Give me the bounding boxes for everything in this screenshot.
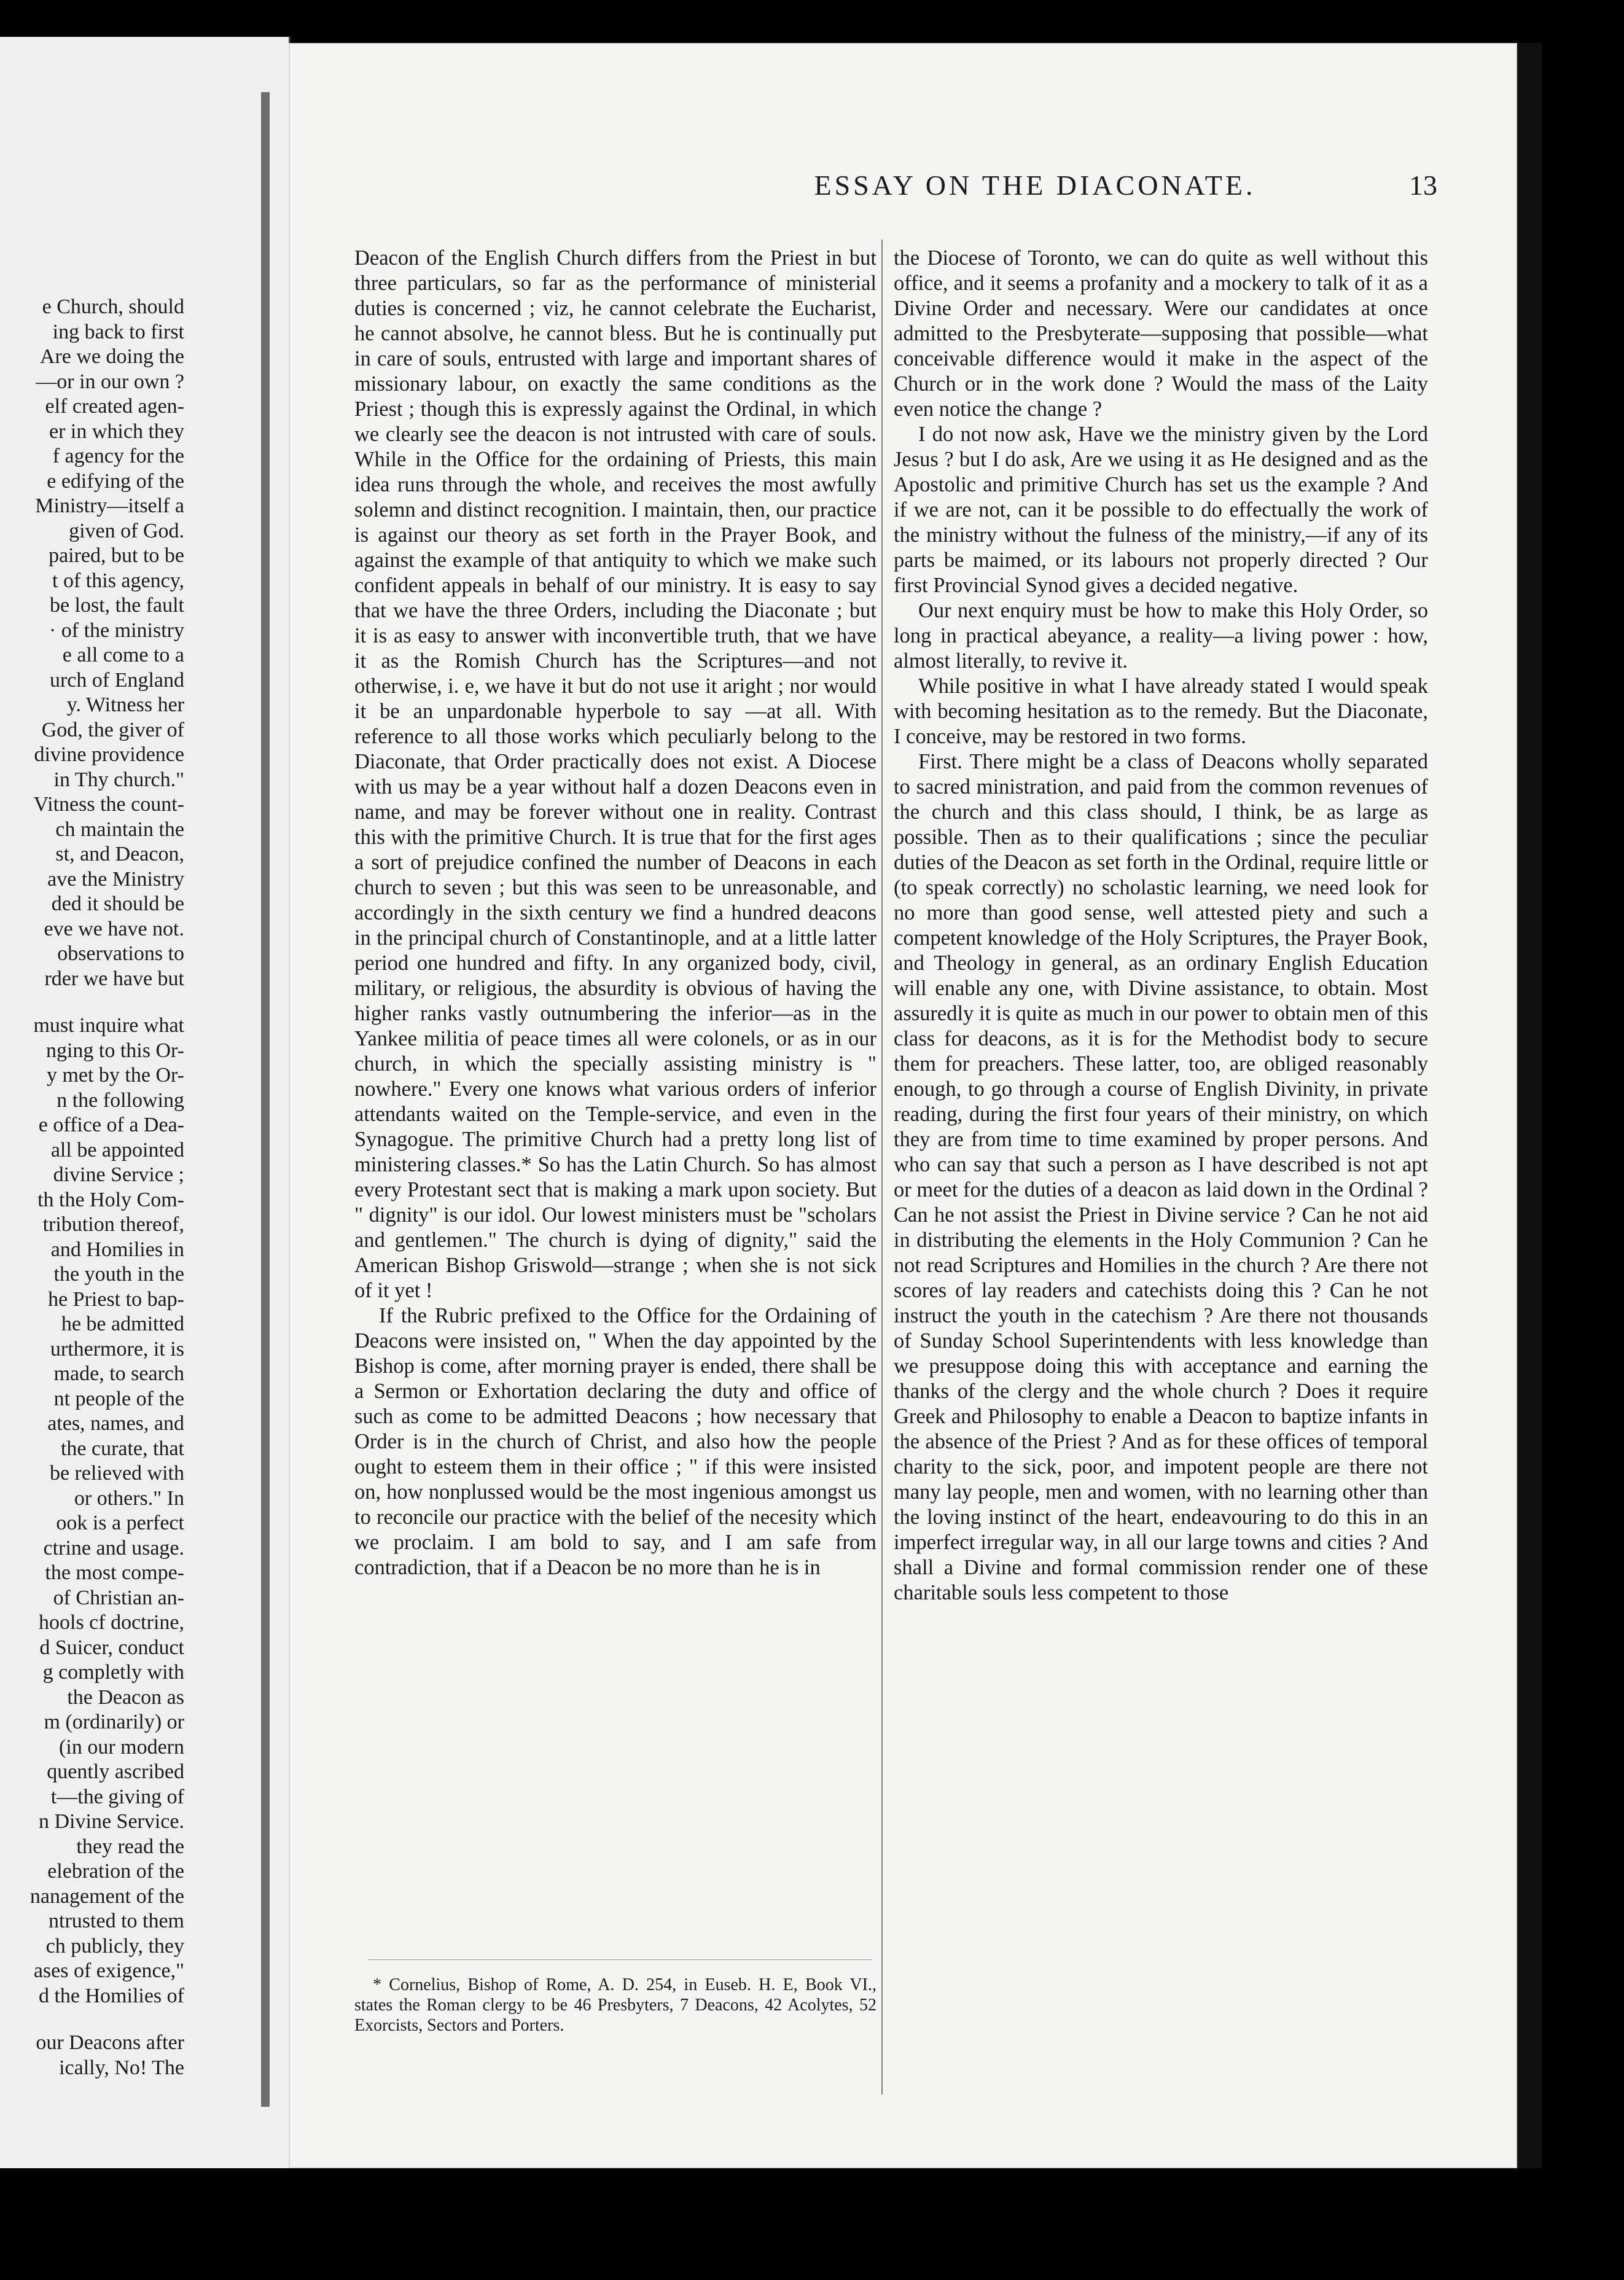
facing-page-line: all be appointed xyxy=(50,1138,184,1161)
facing-page-line: tribution thereof, xyxy=(42,1213,184,1236)
facing-page-line: be lost, the fault xyxy=(49,594,184,617)
facing-page-line: eve we have not. xyxy=(44,917,184,940)
paragraph: First. There might be a class of Deacons wholly separated to sacred ministration, and paid from the common revenues of the church and this class should, I think, be as large as possible. Then as to their qualifications ; since the peculiar duties of the Deacon as set forth in the Ordinal, require little or (to speak correctly) no scholastic learning, we need look for no more than good sense, well attested piety and such a competent knowledge of the Holy Scriptures, the Prayer Book, and Theology in general, as an ordinary English Education will enable any one, with Divine assistance, to obtain. Most assuredly it is quite as much in our power to obtain men of this class for deacons, as it is for the Methodist body to secure them for preachers. These latter, too, are obliged reasonably enough, to go through a course of English Divinity, in private reading, during the first four years of their ministry, on which they are from time to time examined by proper persons. And who can say that such a person as I have described is not apt or meet for the duties of a deacon as laid down in the Ordinal ? Can he not assist the Priest in Divine service ? Can he not aid in distributing the elements in the Holy Communion ? Can he not read Scriptures and Homilies in the church ? Are there not scores of lay readers and catechists doing this ? Can he not instruct the youth in the catechism ? Are there not thousands of Sunday School Superintendents with less knowledge than we presuppose doing this with acceptance and earning the thanks of the clergy and the whole church ? Does it require Greek and Philosophy to enable a Deacon to baptize infants in the absence of the Priest ? And as for these offices of temporal charity to the sick, poor, and impotent people are there not many lay people, men and women, with no learning other than the loving instinct of the heart, endeavouring to do this in an imperfect irregular way, in all our large towns and cities ? And shall a Divine and formal commission render one of these charitable souls less competent to those xyxy=(894,750,1428,1604)
paragraph: Our next enquiry must be how to make this Holy Order, so long in practical abeyance, a reality—a living power : how, almost literally, to revive it. xyxy=(894,599,1428,673)
facing-page-line: ases of exigence," xyxy=(33,1959,184,1982)
facing-page-line xyxy=(6,2009,184,2031)
facing-page-text xyxy=(6,295,184,2080)
paragraph: I do not now ask, Have we the ministry given by the Lord Jesus ? but I do ask, Are we using it as He designed and as the Apostolic and primitive Church has set us the example ? And if we are not, can it be possible to do effectually the work of the ministry without the fulness of the ministry,—if any of its parts be maimed, or its labours not properly directed ? Our first Provincial Synod gives a decided negative. xyxy=(894,423,1428,597)
facing-page-line: and Homilies in xyxy=(50,1238,184,1261)
facing-page-line: d Suicer, conduct xyxy=(39,1636,184,1659)
facing-page-line: e Church, should xyxy=(42,295,184,318)
facing-page-fragment xyxy=(0,37,291,2168)
facing-page-line: ch maintain the xyxy=(55,818,184,841)
facing-page-line: n the following xyxy=(57,1088,184,1112)
page-number: 13 xyxy=(1409,170,1437,201)
facing-page-line: ded it should be xyxy=(51,892,184,915)
facing-page-line: th the Holy Com- xyxy=(37,1188,184,1211)
facing-page-line: rder we have but xyxy=(44,967,184,990)
facing-page-line: he be admitted xyxy=(61,1313,184,1335)
facing-page-line: be relieved with xyxy=(49,1462,184,1485)
facing-page-line: or others." In xyxy=(74,1486,184,1510)
facing-page-line: quently ascribed xyxy=(47,1760,184,1783)
facing-page-line: God, the giver of xyxy=(41,718,184,741)
facing-page-line: · of the ministry xyxy=(49,619,184,642)
facing-page-line: (in our modern xyxy=(59,1735,184,1759)
scan-border xyxy=(1517,43,1542,2168)
facing-page-line: our Deacons after xyxy=(36,2031,184,2054)
facing-page-line: Are we doing the xyxy=(39,345,184,368)
facing-page-line: t—the giving of xyxy=(50,1785,184,1808)
facing-page-line: m (ordinarily) or xyxy=(44,1711,184,1733)
facing-page-line xyxy=(6,991,184,1013)
facing-page-line: hools cf doctrine, xyxy=(39,1611,184,1634)
facing-page-line: ook is a perfect xyxy=(56,1512,184,1534)
paragraph: If the Rubric prefixed to the Office for the Ordaining of Deacons were insisted on, " When the day appointed by the Bishop is come, after morning prayer is ended, there shall be a Sermon or Exhortation declaring the duty and office of such as come to be admitted Deacons ; how necessary that Order is in the church of Christ, and also how the people ought to esteem them in their office ; " if this were insisted on, how nonplussed would be the most ingenious amongst us to reconcile our practice with the belief of the necesity which we proclaim. I am bold to say, and I am safe from contradiction, that if a Deacon be no more than he is in xyxy=(354,1304,876,1579)
facing-page-line: made, to search xyxy=(53,1362,184,1385)
facing-page-line: g completly with xyxy=(42,1661,184,1684)
facing-page-line: er in which they xyxy=(49,420,184,443)
running-title: ESSAY ON THE DIACONATE. xyxy=(814,170,1256,201)
facing-page-line: ing back to first xyxy=(52,320,184,343)
facing-page-line: the Deacon as xyxy=(67,1685,184,1709)
facing-page-line: ntrusted to them xyxy=(49,1910,184,1932)
facing-page-line: urthermore, it is xyxy=(50,1337,184,1361)
facing-page-line: Ministry—itself a xyxy=(35,494,184,517)
facing-page-line: y met by the Or- xyxy=(46,1064,184,1087)
footnote-text: * Cornelius, Bishop of Rome, A. D. 254, in Euseb. H. E, Book VI., states the Roman clergy to be 46 Presbyters, 7 Deacons, 42 Acolytes, 52 Exorcists, Sectors and Porters. xyxy=(354,1975,876,2035)
facing-page-line: Vitness the count- xyxy=(33,793,184,816)
facing-page-line: ically, No! The xyxy=(59,2056,184,2079)
facing-page-line: nt people of the xyxy=(53,1387,184,1410)
facing-page-line: ch publicly, they xyxy=(45,1934,184,1958)
facing-page-line: divine Service ; xyxy=(53,1163,184,1186)
facing-page-line: t of this agency, xyxy=(52,569,184,592)
facing-page-line: —or in our own ? xyxy=(36,370,184,393)
facing-page-line: e all come to a xyxy=(62,644,184,666)
facing-page-line: e office of a Dea- xyxy=(38,1114,184,1136)
facing-page-line: f agency for the xyxy=(52,445,184,467)
facing-page-line: observations to xyxy=(57,942,184,965)
facing-page-line: urch of England xyxy=(49,668,184,692)
facing-page-line: paired, but to be xyxy=(49,544,184,567)
paragraph: the Diocese of Toronto, we can do quite as well without this office, and it seems a profanity and a mockery to talk of it as a Divine Order and necessary. Were our candidates at once admitted to the Presbyterate—supposing that possible—what conceivable difference would it make in the aspect of the Church or in the work done ? Would the mass of the Laity even notice the change ? xyxy=(894,246,1428,421)
facing-page-line: in Thy church." xyxy=(53,768,184,791)
footnote xyxy=(354,1975,876,2036)
facing-page-line: ctrine and usage. xyxy=(43,1536,184,1560)
page-13 xyxy=(289,43,1517,2168)
facing-page-line: elf created agen- xyxy=(45,395,184,418)
facing-page-line: y. Witness her xyxy=(66,693,184,716)
facing-page-line: given of God. xyxy=(69,519,184,542)
left-column xyxy=(354,246,876,1580)
footnote-rule xyxy=(369,1959,872,1960)
facing-page-line: the curate, that xyxy=(60,1437,184,1460)
facing-page-line: ates, names, and xyxy=(47,1412,184,1435)
facing-page-line: the most compe- xyxy=(45,1561,184,1584)
facing-page-line: e edifying of the xyxy=(47,469,184,493)
facing-page-line: divine providence xyxy=(34,743,184,766)
facing-page-line: st, and Deacon, xyxy=(55,843,184,865)
facing-page-line: ave the Ministry xyxy=(47,867,184,891)
column-divider xyxy=(881,240,883,2095)
facing-page-line: of Christian an- xyxy=(53,1586,184,1609)
right-column xyxy=(894,246,1428,1606)
facing-page-line: he Priest to bap- xyxy=(48,1287,184,1311)
facing-page-line: n Divine Service. xyxy=(39,1810,184,1833)
paragraph: Deacon of the English Church differs from the Priest in but three particulars, so far as the performance of ministerial duties is concerned ; viz, he cannot celebrate the Eucharist, he cannot absolve, he cannot bless. But he is continually put in care of souls, entrusted with large and important shares of missionary labour, on exactly the same conditions as the Priest ; though this is expressly against the Ordinal, in which we clearly see the deacon is not intrusted with care of souls. While in the Office for the ordaining of Priests, this main idea runs through the whole, and receives the most awfully solemn and distinct recognition. I maintain, then, our practice is against our theory as set forth in the Prayer Book, and against the example of that antiquity to which we make such confident appeals in behalf of our ministry. It is easy to say that we have the three Orders, including the Diaconate ; but it is as easy to answer with inconvertible truth, that we have it as the Romish Church has the Scriptures—and not otherwise, i. e, we have it but do not use it aright ; nor would it be an unpardonable hyperbole to say —at all. With reference to all those works which peculiarly belong to the Diaconate, that Order practically does not exist. A Diocese with us may be a year without half a dozen Deacons even in name, and may be forever without one in reality. Contrast this with the primitive Church. It is true that for the first ages a sort of prejudice confined the number of Deacons in each church to seven ; but this was seen to be unreasonable, and accordingly in the sixth century we find a hundred deacons in the principal church of Constantinople, and at a little latter period one hundred and fifty. In any organized body, civil, military, or religious, the absurdity is obvious of having the higher ranks vastly outnumbering the inferior—as in the Yankee militia of peace times all were colonels, or as in our church, in which the specially assisting ministry is " nowhere." Every one knows what various orders of inferior attendants waited on the Temple-service, and even in the Synagogue. The primitive Church had a pretty long list of ministering classes.* So has the Latin Church. So has almost every Protestant sect that is making a mark upon society. But " dignity" is our idol. Our lowest ministers must be "scholars and gentlemen." The church is dying of dignity," said the American Bishop Griswold—strange ; when she is not sick of it yet ! xyxy=(354,246,876,1302)
facing-page-line: elebration of the xyxy=(47,1860,184,1883)
facing-page-line: nanagement of the xyxy=(29,1884,184,1908)
paragraph: While positive in what I have already stated I would speak with becoming hesitation as to the remedy. But the Diaconate, I conceive, may be restored in two forms. xyxy=(894,674,1428,748)
facing-page-line: must inquire what xyxy=(33,1014,184,1037)
facing-page-line: nging to this Or- xyxy=(45,1039,184,1062)
facing-page-line: d the Homilies of xyxy=(38,1984,184,2007)
facing-page-line: the youth in the xyxy=(53,1263,184,1286)
facing-page-line: they read the xyxy=(76,1835,184,1858)
book-gutter xyxy=(261,92,270,2107)
